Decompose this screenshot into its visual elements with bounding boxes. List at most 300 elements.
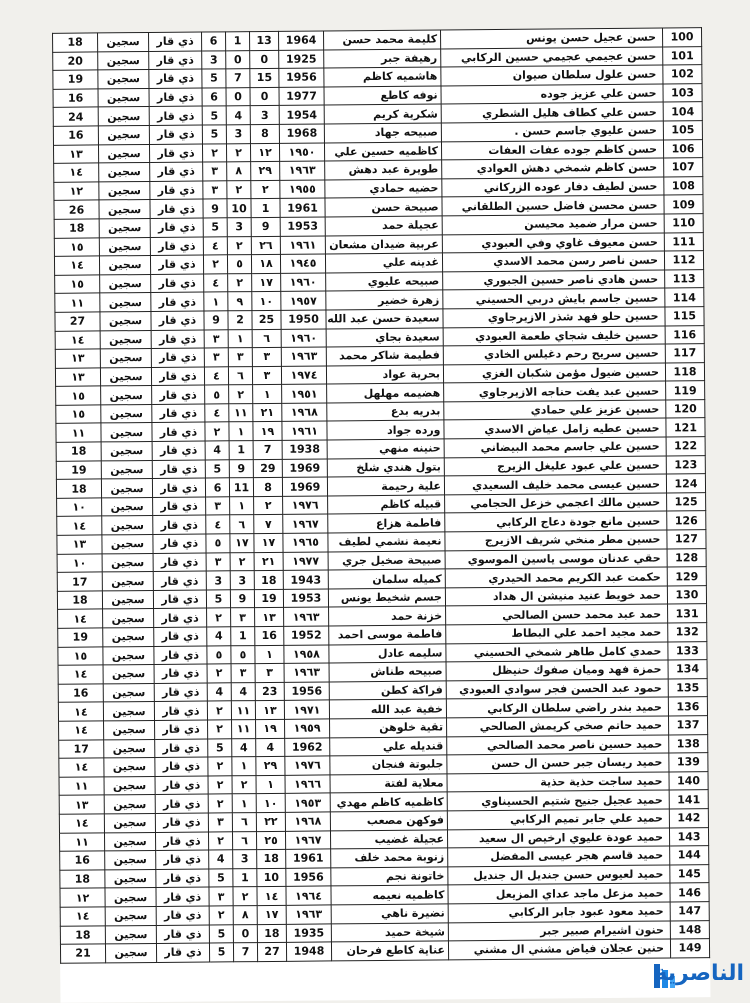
birth-year-cell: ١٩٦٥	[283, 533, 328, 552]
status-cell: سجين	[104, 739, 155, 758]
status-cell: سجين	[101, 404, 152, 423]
day-cell: ١	[253, 385, 282, 404]
digit-cell: 5	[202, 125, 226, 144]
day-cell: ٢١	[253, 403, 282, 422]
mother-name-cell: نضيرة ناهي	[331, 904, 448, 924]
birth-year-cell: 1953	[283, 589, 328, 608]
score-cell: ١٤	[57, 516, 102, 535]
digit-cell: 5	[209, 943, 233, 962]
row-number-cell: 100	[662, 28, 701, 47]
digit-cell: ٢	[207, 608, 231, 627]
province-cell: ذي قار	[150, 162, 203, 181]
mother-name-cell: زهرة خضير	[326, 290, 443, 310]
mother-name-cell: صبيحة صخيل جري	[328, 551, 445, 571]
status-cell: سجين	[98, 88, 149, 107]
day-cell: ١٧	[254, 533, 283, 552]
month-cell: 7	[226, 69, 250, 88]
full-name-cell: حسين ضيول مؤمن شكبان الغزي	[443, 363, 665, 384]
birth-year-cell: ١٩٦٣	[280, 161, 325, 180]
score-cell: 18	[60, 870, 105, 889]
status-cell: سجين	[104, 776, 155, 795]
status-cell: سجين	[98, 107, 149, 126]
day-cell: ٢٥	[256, 831, 285, 850]
status-cell: سجين	[102, 535, 153, 554]
month-cell: ٢	[230, 552, 254, 571]
full-name-cell: حميد علي جابر تميم الركابي	[447, 809, 669, 830]
prisoner-table	[52, 27, 710, 963]
digit-cell: ٢	[203, 255, 227, 274]
score-cell: ١٢	[54, 182, 99, 201]
digit-cell: 5	[208, 738, 232, 757]
full-name-cell: حسين خليف شجاي طعمة العبودي	[443, 325, 665, 346]
full-name-cell: حميد مزعل ماجد عداي المزيعل	[448, 883, 670, 904]
month-cell: 0	[226, 87, 250, 106]
day-cell: ١٠	[252, 292, 281, 311]
mother-name-cell: كاظميه حسين علي	[324, 142, 441, 162]
birth-year-cell: ١٩٥٠	[279, 143, 324, 162]
score-cell: ١١	[56, 423, 101, 442]
score-cell: ١٠	[57, 498, 102, 517]
status-cell: سجين	[100, 274, 151, 293]
full-name-cell: حسين جاسم بايش دربي الحسيني	[443, 288, 665, 309]
birth-year-cell: 1938	[282, 440, 327, 459]
birth-year-cell: ١٩٥٣	[285, 793, 330, 812]
day-cell: ٣	[252, 366, 281, 385]
full-name-cell: حسين مطر منخي شريف الازيرج	[445, 530, 667, 551]
province-cell: ذي قار	[153, 553, 206, 572]
birth-year-cell: ١٩٦٠	[281, 273, 326, 292]
row-number-cell: 106	[663, 139, 702, 158]
day-cell: 0	[250, 87, 279, 106]
day-cell: ١٣	[255, 608, 284, 627]
month-cell: ١	[232, 794, 256, 813]
birth-year-cell: ١٩٥٩	[285, 719, 330, 738]
row-number-cell: 145	[670, 864, 709, 883]
full-name-cell: حميد عودة عليوي ارخيص ال سعيد	[447, 828, 669, 849]
digit-cell: 5	[209, 869, 233, 888]
mother-name-cell: فراكة كطن	[329, 681, 446, 701]
birth-year-cell: ١٩٥٥	[280, 180, 325, 199]
day-cell: 1	[251, 199, 280, 218]
full-name-cell: حسين عيسى محمد خليف السعيدي	[444, 474, 666, 495]
province-cell: ذي قار	[152, 404, 205, 423]
row-number-cell: 137	[668, 716, 707, 735]
birth-year-cell: 1977	[279, 87, 324, 106]
birth-year-cell: ١٩٧٦	[285, 756, 330, 775]
mother-name-cell: كاظميه كاظم مهدي	[330, 792, 447, 812]
status-cell: سجين	[100, 311, 151, 330]
mother-name-cell: شيخة حميد	[331, 922, 448, 942]
status-cell: سجين	[102, 572, 153, 591]
digit-cell: 5	[203, 218, 227, 237]
full-name-cell: حسن علي كطاف هليل الشطري	[441, 102, 663, 123]
province-cell: ذي قار	[152, 478, 205, 497]
score-cell: 17	[57, 572, 102, 591]
digit-cell: ٥	[205, 385, 229, 404]
province-cell: ذي قار	[153, 590, 206, 609]
status-cell: سجين	[100, 349, 151, 368]
row-number-cell: 121	[666, 418, 705, 437]
day-cell: ٣	[252, 347, 281, 366]
score-cell: ١٤	[55, 330, 100, 349]
digit-cell: ٤	[206, 515, 230, 534]
score-cell: ١٣	[59, 795, 104, 814]
mother-name-cell: خفية عبد الله	[329, 699, 446, 719]
month-cell: ٢	[233, 887, 257, 906]
row-number-cell: 103	[663, 83, 702, 102]
province-cell: ذي قار	[156, 906, 209, 925]
day-cell: ١٩	[256, 719, 285, 738]
full-name-cell: حسين مالك اعجمي خزعل الحجامي	[445, 493, 667, 514]
row-number-cell: 127	[667, 530, 706, 549]
row-number-cell: 135	[668, 678, 707, 697]
full-name-cell: حسين عطيه زامل عياض الاسدي	[444, 418, 666, 439]
status-cell: سجين	[100, 330, 151, 349]
day-cell: ٢	[251, 180, 280, 199]
mother-name-cell: زنوبة محمد خلف	[331, 848, 448, 868]
province-cell: ذي قار	[149, 32, 202, 51]
full-name-cell: حقي عدنان موسى ياسين الموسوي	[445, 549, 667, 570]
score-cell: ١٤	[60, 907, 105, 926]
score-cell: 26	[54, 200, 99, 219]
province-cell: ذي قار	[156, 850, 209, 869]
month-cell: 2	[228, 311, 252, 330]
digit-cell: ٢	[208, 776, 232, 795]
month-cell: ١	[232, 757, 256, 776]
birth-year-cell: 1935	[286, 923, 331, 942]
day-cell: 23	[255, 682, 284, 701]
birth-year-cell: ١٩٦١	[282, 421, 327, 440]
mother-name-cell: فوكهن مصعب	[330, 811, 447, 831]
status-cell: سجين	[105, 851, 156, 870]
status-cell: سجين	[103, 609, 154, 628]
full-name-cell: حسين عزيز علي حمادي	[444, 400, 666, 421]
month-cell: 11	[229, 478, 253, 497]
digit-cell: ٢	[205, 422, 229, 441]
status-cell: سجين	[104, 720, 155, 739]
logo-text: الناصرية	[654, 961, 744, 986]
row-number-cell: 138	[669, 734, 708, 753]
status-cell: سجين	[101, 423, 152, 442]
day-cell: ٢٦	[251, 236, 280, 255]
full-name-cell: حمد مجيد احمد علي البطاط	[446, 623, 668, 644]
birth-year-cell: 1961	[280, 198, 325, 217]
row-number-cell: 107	[664, 158, 703, 177]
province-cell: ذي قار	[150, 218, 203, 237]
score-cell: ١٣	[55, 349, 100, 368]
full-name-cell: حميد ريسان جبر حسن ال حسن	[447, 753, 669, 774]
score-cell: ١٤	[54, 256, 99, 275]
full-name-cell: حمدي كامل طاهر شمخي الحسيني	[446, 642, 668, 663]
digit-cell: ٤	[205, 404, 229, 423]
score-cell: 27	[55, 312, 100, 331]
day-cell: 18	[257, 849, 286, 868]
mother-name-cell: صبيحه طناش	[329, 662, 446, 682]
digit-cell: ٢	[208, 794, 232, 813]
score-cell: ١١	[59, 832, 104, 851]
full-name-cell: حنين عجلان فياض مشني ال مشني	[448, 939, 670, 960]
mother-name-cell: عربية ضيدان مشعان	[325, 234, 442, 254]
row-number-cell: 146	[670, 883, 709, 902]
full-name-cell: حمود عبد الحسن فجر سوادي العبودي	[446, 679, 668, 700]
digit-cell: 6	[202, 32, 226, 51]
score-cell: 18	[56, 479, 101, 498]
mother-name-cell: هضيمه مهلهل	[327, 383, 444, 403]
full-name-cell: حسين حلو فهد شذر الازيرجاوي	[443, 307, 665, 328]
row-number-cell: 105	[663, 121, 702, 140]
row-number-cell: 142	[669, 809, 708, 828]
digit-cell: ٢	[208, 757, 232, 776]
score-cell: ١٣	[53, 144, 98, 163]
status-cell: سجين	[104, 832, 155, 851]
province-cell: ذي قار	[156, 869, 209, 888]
full-name-cell: حسن كاظم جوده عفات العفات	[441, 140, 663, 161]
birth-year-cell: ١٩٥٧	[281, 291, 326, 310]
day-cell: ١٠	[256, 794, 285, 813]
province-cell: ذي قار	[152, 460, 205, 479]
status-cell: سجين	[99, 200, 150, 219]
full-name-cell: حسين علي عبود عليغل الزيرج	[444, 456, 666, 477]
status-cell: سجين	[105, 888, 156, 907]
month-cell: 1	[231, 627, 255, 646]
full-name-cell: حسن عجيمي عجيمي حسين الركابي	[441, 47, 663, 68]
month-cell: 4	[231, 682, 255, 701]
month-cell: ٨	[233, 905, 257, 924]
digit-cell: ٤	[204, 366, 228, 385]
day-cell: ٢٩	[256, 756, 285, 775]
mother-name-cell: طويرة عبد دهش	[325, 160, 442, 180]
month-cell: 0	[226, 50, 250, 69]
birth-year-cell: ١٩٦٤	[286, 886, 331, 905]
digit-cell: ٣	[208, 813, 232, 832]
birth-year-cell: 1969	[282, 459, 327, 478]
province-cell: ذي قار	[156, 887, 209, 906]
digit-cell: 9	[204, 311, 228, 330]
month-cell: ١١	[232, 720, 256, 739]
birth-year-cell: 1948	[286, 942, 331, 961]
province-cell: ذي قار	[155, 832, 208, 851]
digit-cell: ٥	[207, 645, 231, 664]
month-cell: 1	[233, 868, 257, 887]
score-cell: 19	[53, 70, 98, 89]
day-cell: ١٣	[255, 701, 284, 720]
mother-name-cell: هاشميه كاظم	[324, 67, 441, 87]
full-name-cell: حسن هادي ناصر حسين الجبوري	[443, 270, 665, 291]
score-cell: 19	[56, 461, 101, 480]
row-number-cell: 139	[669, 753, 708, 772]
row-number-cell: 123	[666, 455, 705, 474]
status-cell: سجين	[105, 944, 156, 963]
mother-name-cell: صبيحة حسن	[325, 197, 442, 217]
digit-cell: ٣	[203, 162, 227, 181]
digit-cell: 4	[205, 441, 229, 460]
score-cell: 18	[57, 591, 102, 610]
full-name-cell: حميد ساجت حذية حذية	[447, 772, 669, 793]
score-cell: ١٤	[54, 163, 99, 182]
mother-name-cell: بدريه بدع	[327, 402, 444, 422]
digit-cell: 3	[202, 50, 226, 69]
birth-year-cell: 1961	[286, 849, 331, 868]
row-number-cell: 112	[664, 251, 703, 270]
digit-cell: 6	[202, 88, 226, 107]
day-cell: ١٤	[257, 887, 286, 906]
province-cell: ذي قار	[152, 441, 205, 460]
province-cell: ذي قار	[153, 571, 206, 590]
full-name-cell: حميد حاتم صخي كريمش الصالحي	[447, 716, 669, 737]
row-number-cell: 149	[670, 939, 709, 958]
month-cell: 9	[229, 459, 253, 478]
status-cell: سجين	[105, 869, 156, 888]
score-cell: 16	[60, 851, 105, 870]
month-cell: 9	[230, 589, 254, 608]
mother-name-cell: خزنة حمد	[329, 606, 446, 626]
mother-name-cell: صبيحه عليوي	[326, 272, 443, 292]
day-cell: 18	[257, 924, 286, 943]
month-cell: ٣	[231, 608, 255, 627]
birth-year-cell: 1968	[279, 124, 324, 143]
digit-cell: 3	[206, 571, 230, 590]
day-cell: ٦	[252, 329, 281, 348]
month-cell: ٦	[230, 515, 254, 534]
birth-year-cell: ١٩٦٦	[285, 775, 330, 794]
score-cell: 17	[59, 739, 104, 758]
score-cell: ١٥	[56, 386, 101, 405]
status-cell: سجين	[102, 516, 153, 535]
digit-cell: ١	[204, 292, 228, 311]
birth-year-cell: 1956	[279, 68, 324, 87]
full-name-cell: حميد معود عبود جابر الركابي	[448, 902, 670, 923]
birth-year-cell: ١٩٧٤	[281, 366, 326, 385]
province-cell: ذي قار	[149, 125, 202, 144]
birth-year-cell: ١٩٦٣	[284, 663, 329, 682]
birth-year-cell: 1953	[280, 217, 325, 236]
month-cell: ١	[230, 496, 254, 515]
mother-name-cell: كليمة محمد حسن	[324, 30, 441, 50]
mother-name-cell: نعيمة نشمي لطيف	[328, 532, 445, 552]
digit-cell: ٥	[206, 534, 230, 553]
score-cell: ١٥	[58, 647, 103, 666]
birth-year-cell: ١٩٦٣	[281, 347, 326, 366]
score-cell: 24	[53, 107, 98, 126]
province-cell: ذي قار	[149, 106, 202, 125]
month-cell: 1	[229, 441, 253, 460]
day-cell: ٢	[254, 496, 283, 515]
row-number-cell: 111	[664, 232, 703, 251]
status-cell: سجين	[102, 590, 153, 609]
row-number-cell: 131	[668, 604, 707, 623]
digit-cell: 5	[202, 106, 226, 125]
status-cell: سجين	[104, 795, 155, 814]
province-cell: ذي قار	[156, 943, 209, 962]
digit-cell: ٣	[209, 887, 233, 906]
row-number-cell: 120	[666, 400, 705, 419]
status-cell: سجين	[103, 683, 154, 702]
full-name-cell: حسين عبد يفت حناجه الازيرجاوي	[444, 381, 666, 402]
full-name-cell: حسن مرار ضميد محيسن	[442, 214, 664, 235]
mother-name-cell: سعيدة بجاي	[326, 327, 443, 347]
mother-name-cell: جسم شخيط يونس	[328, 588, 445, 608]
full-name-cell: حمد عبد محمد حسن الصالحي	[446, 604, 668, 625]
mother-name-cell: علية رحيمة	[327, 476, 444, 496]
score-cell: ١٣	[55, 368, 100, 387]
mother-name-cell: سليمه عادل	[329, 644, 446, 664]
document-sheet	[52, 27, 710, 1003]
month-cell: ٥	[231, 645, 255, 664]
digit-cell: ٢	[207, 701, 231, 720]
day-cell: ٣	[255, 664, 284, 683]
province-cell: ذي قار	[153, 515, 206, 534]
day-cell: 10	[257, 868, 286, 887]
day-cell: 3	[250, 106, 279, 125]
status-cell: سجين	[105, 925, 156, 944]
day-cell: ١٧	[257, 905, 286, 924]
status-cell: سجين	[103, 702, 154, 721]
status-cell: سجين	[103, 665, 154, 684]
province-cell: ذي قار	[149, 51, 202, 70]
month-cell: ٣	[228, 348, 252, 367]
score-cell: 18	[53, 33, 98, 52]
province-cell: ذي قار	[155, 720, 208, 739]
mother-name-cell: معلاية لفتة	[330, 774, 447, 794]
birth-year-cell: 1964	[279, 31, 324, 50]
province-cell: ذي قار	[154, 683, 207, 702]
score-cell: ١٤	[58, 609, 103, 628]
row-number-cell: 133	[668, 641, 707, 660]
month-cell: 3	[227, 218, 251, 237]
month-cell: ٩	[228, 292, 252, 311]
day-cell: ١٩	[253, 422, 282, 441]
month-cell: ٢	[227, 236, 251, 255]
province-cell: ذي قار	[151, 367, 204, 386]
day-cell: 13	[250, 31, 279, 50]
digit-cell: ٣	[204, 348, 228, 367]
full-name-cell: حميد قاسم هجر عيسى المفضل	[448, 846, 670, 867]
row-number-cell: 144	[670, 846, 709, 865]
day-cell: 7	[253, 440, 282, 459]
digit-cell: 5	[205, 459, 229, 478]
score-cell: ١٣	[57, 535, 102, 554]
mother-name-cell: عجيلة حمد	[325, 216, 442, 236]
province-cell: ذي قار	[153, 534, 206, 553]
day-cell: ١	[255, 645, 284, 664]
mother-name-cell: تقية خلوهن	[330, 718, 447, 738]
birth-year-cell: 1956	[286, 868, 331, 887]
day-cell: 8	[250, 124, 279, 143]
digit-cell: ٤	[204, 274, 228, 293]
month-cell: ٢	[229, 385, 253, 404]
birth-year-cell: ١٩٦٨	[282, 403, 327, 422]
row-number-cell: 110	[664, 214, 703, 233]
status-cell: سجين	[103, 646, 154, 665]
full-name-cell: حسن ناصر رسن محمد الاسدي	[442, 251, 664, 272]
province-cell: ذي قار	[152, 385, 205, 404]
birth-year-cell: ١٩٧٦	[283, 496, 328, 515]
birth-year-cell: 1954	[279, 105, 324, 124]
row-number-cell: 119	[666, 381, 705, 400]
province-cell: ذي قار	[154, 646, 207, 665]
row-number-cell: 140	[669, 771, 708, 790]
digit-cell: ٣	[203, 181, 227, 200]
month-cell: 3	[233, 850, 257, 869]
row-number-cell: 113	[665, 269, 704, 288]
full-name-cell: حسين علي جاسم محمد البيضاني	[444, 437, 666, 458]
status-cell: سجين	[105, 906, 156, 925]
mother-name-cell: صبيحه جهاد	[324, 123, 441, 143]
row-number-cell: 129	[667, 567, 706, 586]
digit-cell: 4	[207, 627, 231, 646]
score-cell: ١١	[59, 777, 104, 796]
full-name-cell: حسن معيوف غاوي وفي العبودي	[442, 233, 664, 254]
